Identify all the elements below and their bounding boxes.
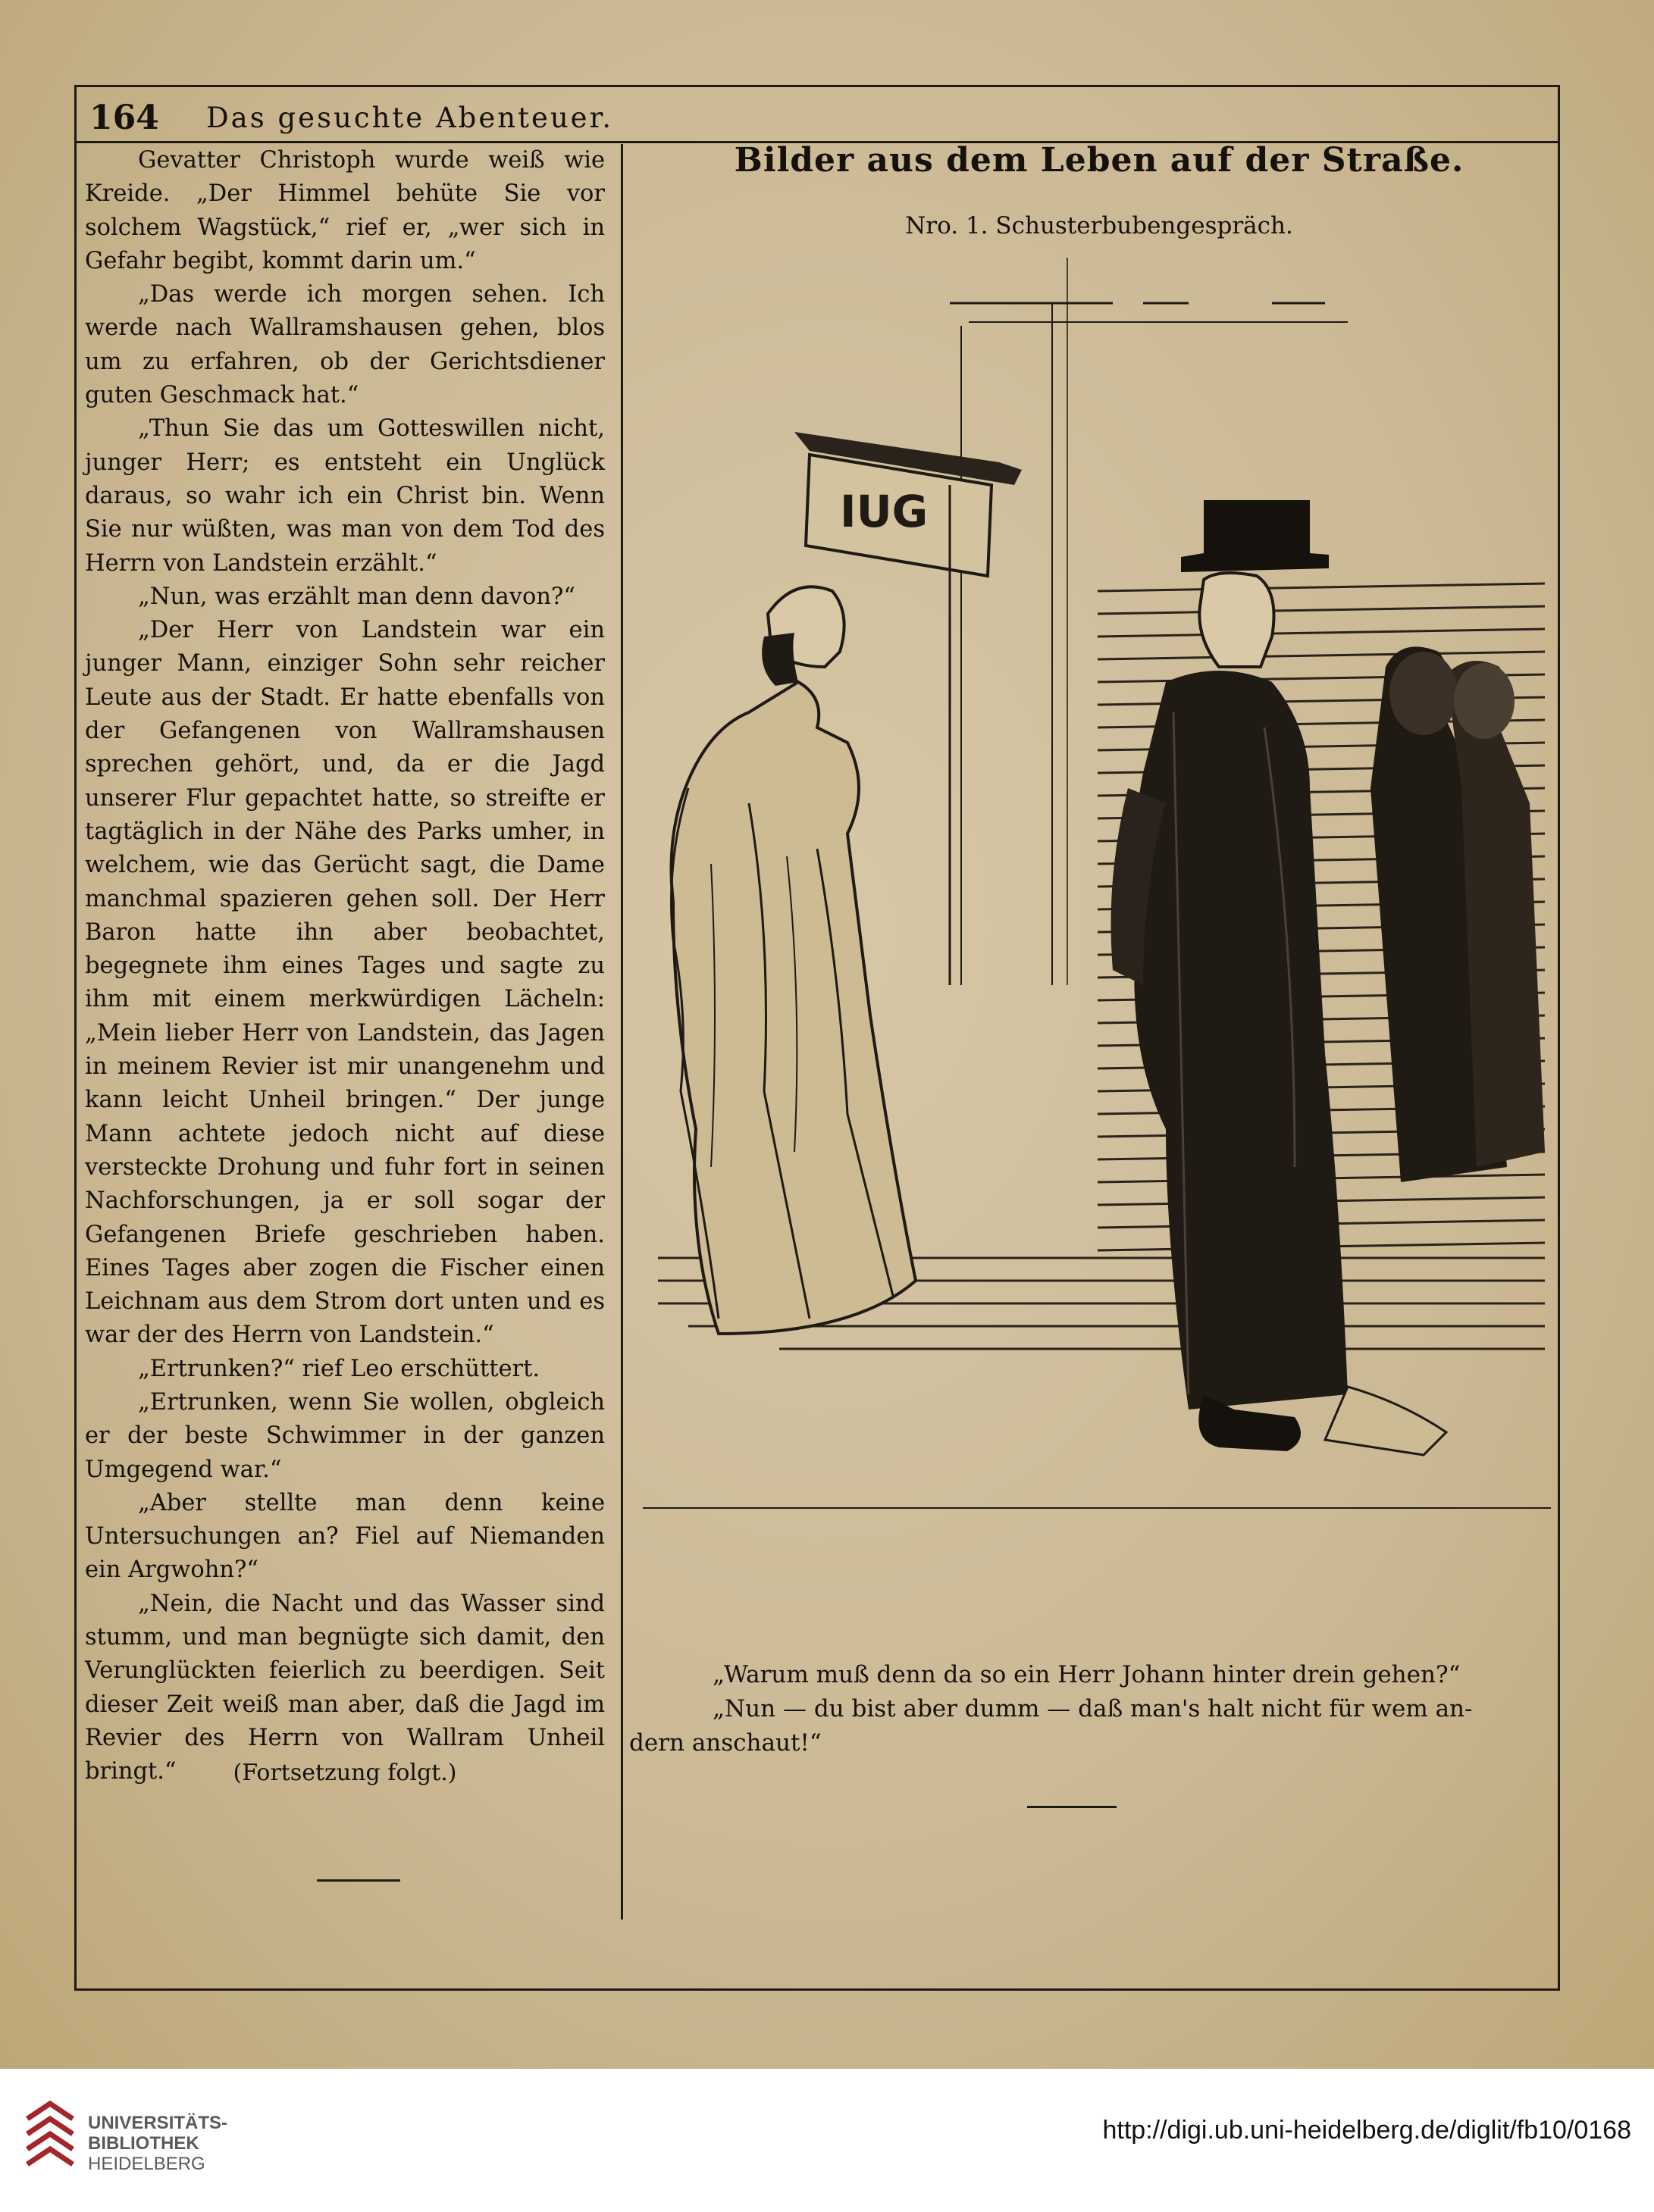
story-paragraph: „Ertrunken?“ rief Leo erschüttert.	[138, 1355, 540, 1382]
continued-note: (Fortsetzung folgt.)	[233, 1760, 457, 1786]
sign-text: IUG	[840, 486, 929, 537]
woman-figure	[672, 587, 916, 1334]
illustration-caption	[629, 1658, 1539, 1760]
story-paragraph: Gevatter Christoph wurde weiß wie Kreide. „Der Himmel behüte Sie vor solchem Wagstück,“ rief er, „wer sich in Gefahr begibt, kommt darin um.“	[85, 147, 605, 274]
story-paragraph: „Ertrunken, wenn Sie wollen, obgleich er der beste Schwimmer in der ganzen Umgegend war.“	[85, 1388, 605, 1483]
story-paragraph: „Der Herr von Landstein war ein junger Mann, einziger Sohn sehr reicher Leute aus der Stadt. Er hatte ebenfalls von der Gefangenen von Wallramshausen sprechen gehört, und, da er die Jagd unserer Flur gepachtet hatte, so streifte er tagtäglich in der Nähe des Parks umher, in welchem, wie das Gerücht sagt, die Dame manchmal spazieren gehen soll. Der Herr Baron hatte ihn aber beobachtet, begegnete ihm eines Tages und sagte zu ihm mit einem merkwürdigen Lächeln: „Mein lieber Herr von Landstein, das Jagen in meinem Revier ist mir unangenehm und kann leicht Unheil bringen.“ Der junge Mann achtete jedoch nicht auf diese versteckte Drohung und fuhr fort in seinen Nachforschungen, ja er soll sogar der Gefangenen Briefe geschrieben haben. Eines Tages aber zogen die Fischer einen Leichnam aus dem Strom dort unten und es war der des Herrn von Landstein.“	[85, 617, 605, 1349]
library-name[interactable]	[88, 2113, 227, 2174]
library-name-line: HEIDELBERG	[88, 2154, 205, 2174]
library-name-line: UNIVERSITÄTS-	[88, 2113, 228, 2133]
boys-figures	[1371, 646, 1545, 1182]
running-title: Das gesuchte Abenteuer.	[206, 102, 613, 134]
caption-line: „Warum muß denn da so ein Herr Johann hinter drein gehen?“	[713, 1661, 1461, 1688]
street-scene-illustration	[643, 258, 1551, 1538]
series-title: Bilder aus dem Leben auf der Straße.	[734, 141, 1464, 180]
library-logo-icon[interactable]	[20, 2096, 80, 2179]
story-paragraph: „Aber stellte man denn keine Untersuchungen an? Fiel auf Niemanden ein Argwohn?“	[85, 1489, 605, 1584]
column-divider	[621, 144, 623, 1919]
story-paragraph: „Nein, die Nacht und das Wasser sind stumm, und man begnügte sich damit, den Verunglückten feierlich zu beerdigen. Seit dieser Zeit weiß man aber, daß die Jagd im Revier des Herrn von Wallram Unheil bringt.“	[85, 1590, 605, 1785]
story-paragraph: „Nun, was erzählt man denn davon?“	[138, 583, 575, 610]
caption-line: dern anschaut!“	[629, 1729, 822, 1757]
story-column	[85, 144, 605, 1789]
section-rule	[317, 1879, 400, 1882]
library-name-line: BIBLIOTHEK	[88, 2133, 199, 2154]
story-paragraph: „Das werde ich morgen sehen. Ich werde nach Wallramshausen gehen, blos um zu erfahren, ob der Gerichtsdiener guten Geschmack hat.“	[85, 281, 605, 409]
permalink-url[interactable]: http://digi.ub.uni-heidelberg.de/diglit/fb10/0168	[1102, 2116, 1631, 2145]
story-paragraph: „Thun Sie das um Gotteswillen nicht, junger Herr; es entsteht ein Unglück daraus, so wahr ich ein Christ bin. Wenn Sie nur wüßten, was man von dem Tod des Herrn von Landstein erzählt.“	[85, 415, 605, 577]
illustration-subtitle: Nro. 1. Schusterbubengespräch.	[905, 212, 1293, 239]
section-rule	[1027, 1806, 1117, 1808]
caption-line: „Nun — du bist aber dumm — daß man's halt nicht für wem an-	[713, 1695, 1473, 1722]
page-number: 164	[89, 99, 159, 137]
